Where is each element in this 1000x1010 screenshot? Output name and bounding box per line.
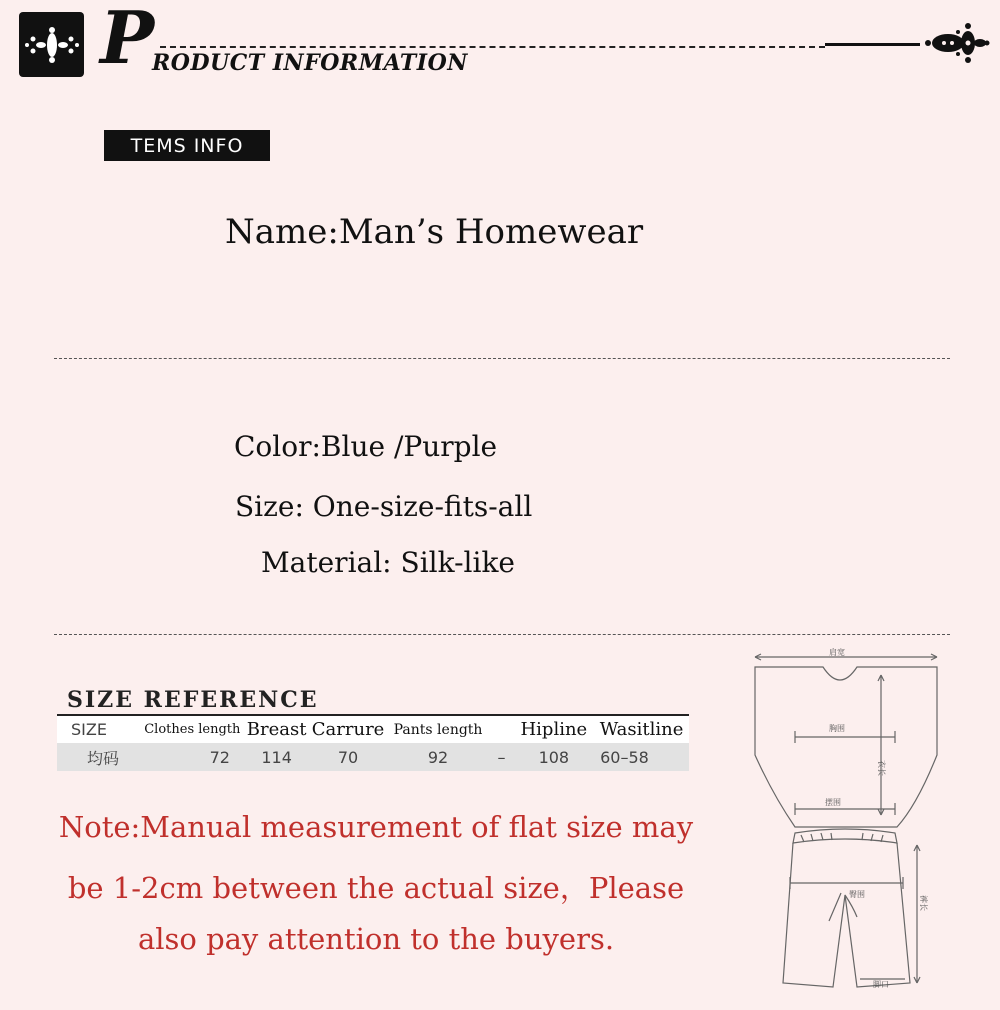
cell-waistline: 60–58 (600, 747, 649, 767)
header-divider-solid (825, 43, 920, 46)
size-table-header-row (57, 715, 689, 743)
product-size: Size: One-size-fits-all (235, 490, 533, 523)
header-divider-dashed (160, 46, 825, 48)
product-name: Name:Man’s Homewear (225, 212, 644, 252)
label-pants-length: 裤长 (919, 895, 928, 911)
header-blank (489, 715, 513, 743)
page-title: RODUCT INFORMATION (152, 50, 468, 76)
cell-size: 均码 (87, 748, 120, 768)
cell-blank: – (497, 747, 506, 767)
header-size: SIZE (71, 720, 107, 739)
items-info-badge: TEMS INFO (104, 130, 270, 161)
heading-initial: P (100, 0, 155, 80)
cell-pants-length: 92 (427, 747, 449, 767)
header-pants-length: Pants length (393, 721, 483, 738)
product-color: Color:Blue /Purple (234, 430, 498, 463)
header-hipline: Hipline (520, 719, 588, 740)
divider-top (54, 358, 950, 359)
size-table (57, 714, 689, 771)
top-outline (755, 667, 937, 827)
note-line-3: also pay attention to the buyers. (137, 922, 615, 956)
logo-icon (19, 12, 84, 77)
label-chest: 胸围 (829, 724, 845, 733)
header-clothes-length: Clothes length (144, 722, 241, 737)
note-line-2: be 1-2cm between the actual size，Please (67, 871, 685, 905)
divider-bottom (54, 634, 950, 635)
garment-diagram (745, 645, 945, 1000)
header-waistline: Wasitline (599, 719, 684, 740)
size-reference-title: SIZE REFERENCE (67, 687, 319, 713)
ornament-flourish-icon (918, 20, 990, 70)
cell-carrure: 70 (337, 747, 359, 767)
label-shoulder: 肩宽 (829, 648, 845, 657)
cell-breast: 114 (261, 747, 292, 767)
label-hip: 臀围 (849, 890, 865, 899)
header-carrure: Carrure (311, 719, 385, 740)
size-table-row (57, 743, 689, 771)
cell-clothes-length: 72 (209, 747, 230, 767)
label-leg-opening: 脚口 (873, 980, 889, 989)
label-hem: 摆围 (825, 798, 841, 807)
header-breast: Breast (246, 719, 307, 740)
note-line-1: Note:Manual measurement of flat size may (58, 810, 694, 844)
cell-hipline: 108 (538, 747, 570, 767)
label-length: 衣长 (877, 760, 886, 776)
product-material: Material: Silk-like (261, 546, 515, 579)
